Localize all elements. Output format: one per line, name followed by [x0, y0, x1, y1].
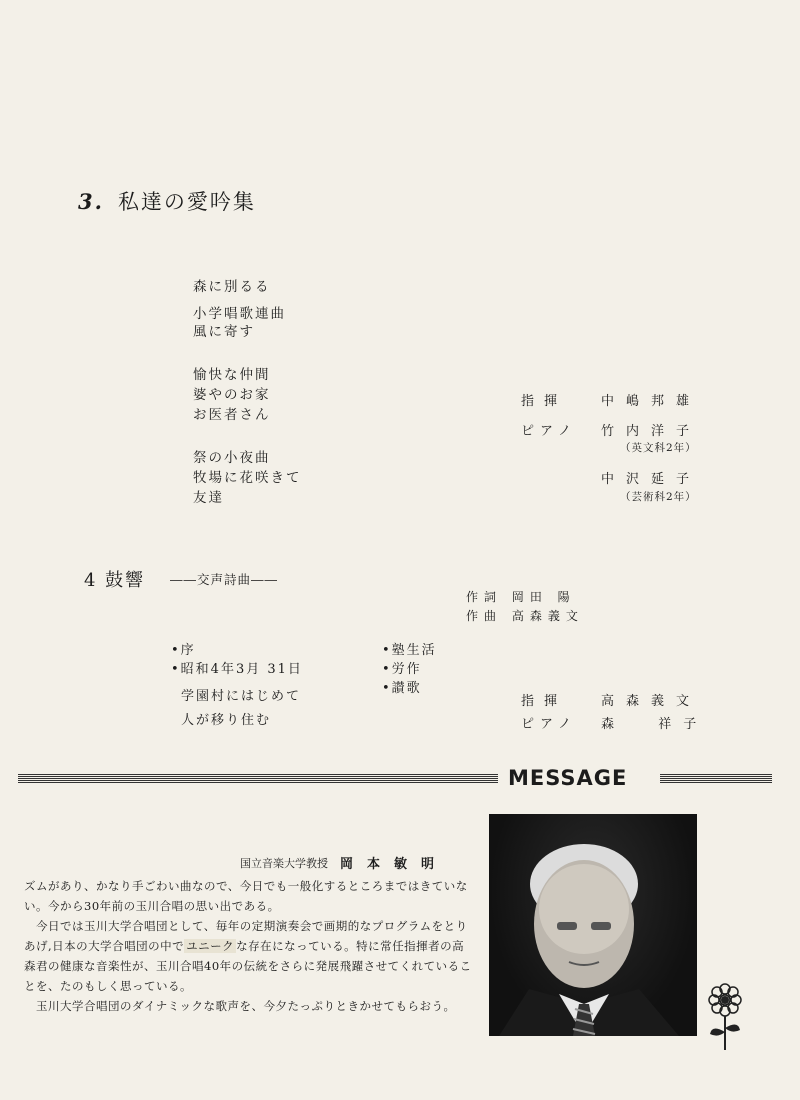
movement-item: •昭和4年3月 31日	[171, 662, 303, 677]
section3-title: 私達の愛吟集	[117, 190, 256, 214]
section3-number: 3.	[78, 189, 104, 214]
message-paragraph: ズムがあり、かなり手ごわい曲なので、今日でも一般化するところまではきていない。今から30年前の玉川合唱の思い出である。	[24, 879, 468, 913]
flower-icon	[702, 982, 748, 1052]
song-title: 小学唱歌連曲	[193, 306, 286, 322]
author-portrait	[489, 814, 697, 1036]
song-title: 愉快な仲間	[193, 367, 271, 383]
message-body	[24, 876, 474, 1016]
movement-item: •序	[171, 643, 196, 658]
pianist-name: 中沢延子	[601, 472, 702, 487]
pianist-name: 森 祥子	[601, 717, 709, 732]
song-title: 森に別るる	[193, 279, 271, 295]
conductor-name: 高森義文	[601, 694, 702, 709]
movement-item: 人が移り住む	[181, 713, 272, 728]
pianist-note: （芸術科2年）	[620, 491, 697, 503]
song-title: お医者さん	[193, 407, 271, 423]
message-heading: MESSAGE	[508, 766, 628, 790]
author-affiliation: 国立音楽大学教授	[240, 857, 328, 870]
message-paragraph-part: な存在になっている。特に常任指揮者の高森君の健康な音楽性が、玉川合唱40年の伝統をさらに発展飛躍させてくれていることを、たのもしく思っている。	[24, 939, 472, 993]
message-rule-right	[660, 774, 772, 784]
movement-item: 学園村にはじめて	[181, 689, 302, 704]
author-name: 岡本敏明	[340, 857, 449, 872]
lyricist-credit: 作詞 岡田 陽	[466, 590, 576, 604]
pianist-note: （英文科2年）	[620, 442, 697, 454]
movement-item: •讃歌	[382, 681, 422, 696]
message-rule-left	[18, 774, 498, 784]
section4-title: 4 鼓響	[84, 570, 146, 591]
piano-role: ピアノ	[521, 717, 577, 732]
pianist-name: 竹内洋子	[601, 424, 702, 439]
section3-heading	[78, 186, 256, 216]
conductor-role: 指揮	[521, 694, 568, 709]
message-paragraph	[24, 916, 474, 996]
message-paragraph-part: 今日では玉川大学合唱団として、毎年の定期演奏会で画期的なプログラムをとりあげ,日本の大学合唱団の中で	[24, 919, 468, 953]
message-paragraph: 玉川大学合唱団のダイナミックな歌声を、今夕たっぷりときかせてもらおう。	[36, 999, 456, 1013]
highlight-word: ユニーク	[186, 939, 235, 953]
piano-role: ピアノ	[521, 424, 577, 439]
song-title: 祭の小夜曲	[193, 450, 271, 466]
conductor-name: 中嶋邦雄	[601, 394, 702, 409]
movement-item: •労作	[382, 662, 422, 677]
song-title: 牧場に花咲きて	[193, 470, 302, 486]
section4-subtitle: ――交声詩曲――	[170, 572, 279, 587]
song-title: 風に寄す	[193, 324, 255, 340]
song-title: 婆やのお家	[193, 387, 271, 403]
song-title: 友達	[193, 490, 224, 506]
movement-item: •塾生活	[382, 643, 437, 658]
composer-credit: 作曲 高森義文	[466, 609, 584, 623]
conductor-role: 指揮	[521, 394, 568, 409]
